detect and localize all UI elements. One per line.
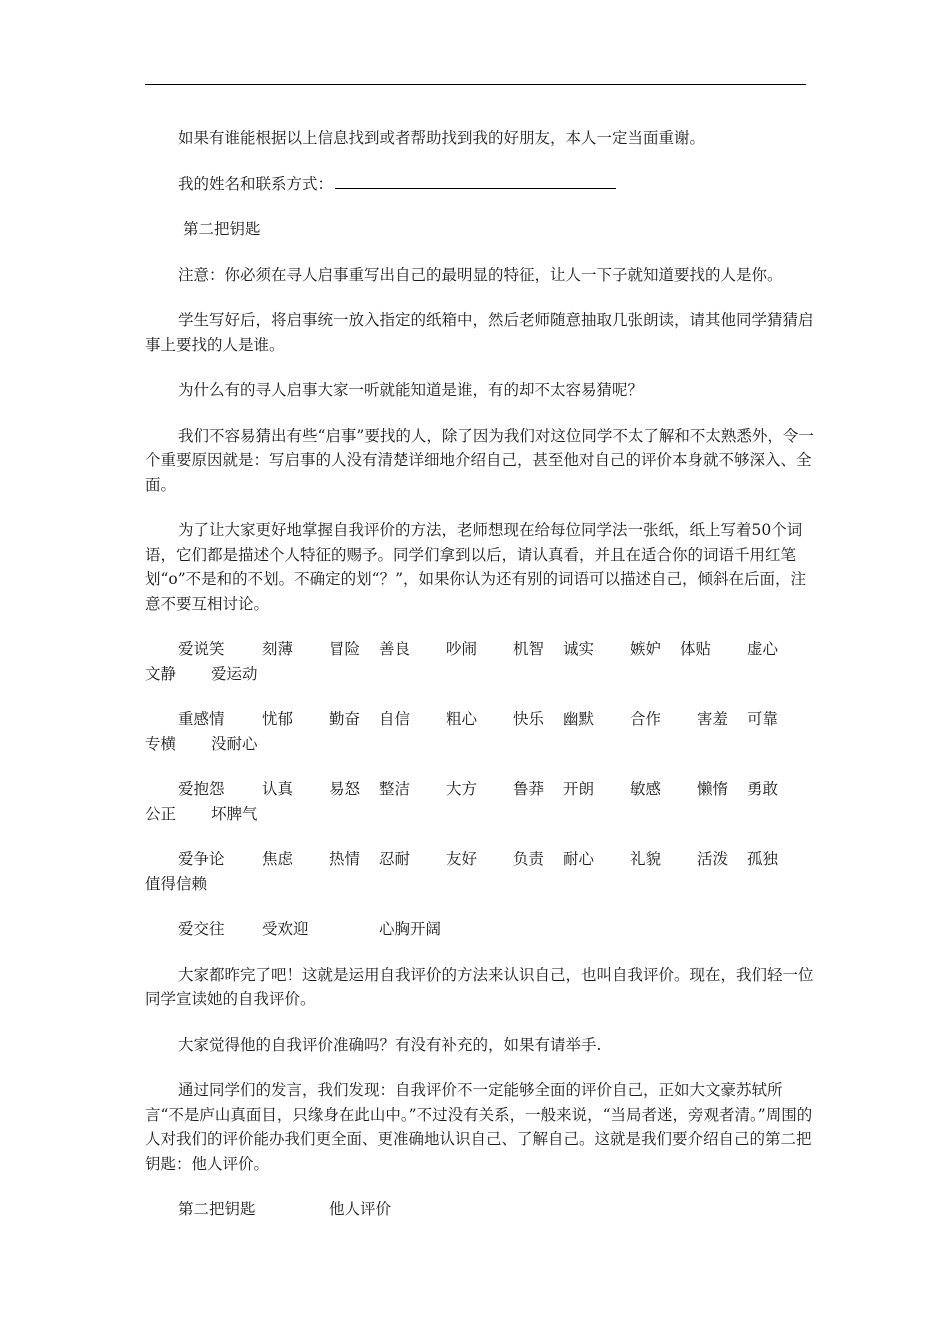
word-item: 受欢迎 <box>262 920 309 938</box>
word-item: 爱运动 <box>211 664 258 683</box>
word-item: 重感情 <box>178 710 225 728</box>
word-item: 爱交往 <box>178 920 225 938</box>
paragraph-students-write: 学生写好后，将启事统一放入指定的纸箱中，然后老师随意抽取几张朗读，请其他同学猜猜启事上要找的人是谁。 <box>145 311 814 354</box>
section-heading-other-evaluation <box>145 1197 820 1222</box>
contact-label: 我的姓名和联系方式： <box>178 174 334 193</box>
word-item: 幽默 <box>563 710 595 728</box>
word-item: 爱说笑 <box>178 640 225 658</box>
word-row-1 <box>145 637 820 686</box>
word-item: 专横 <box>145 734 177 753</box>
paragraph-others-view: 通过同学们的发言，我们发现：自我评价不一定能够全面的评价自己，正如大文豪苏轼所言“不是庐山真面目，只缘身在此山中。”不过没有关系，一般来说，“当局者迷，旁观者清。”周围的人对我们的评价能办我们更全面、更准确地认识自己、了解自己。这就是我们要介绍自己的第二把钥匙：他人评价。 <box>145 1081 813 1173</box>
word-item: 热情 <box>329 850 361 868</box>
heading-key-label: 第二把钥匙 <box>178 1200 256 1218</box>
word-item: 勤奋 <box>329 710 361 728</box>
word-item: 忧郁 <box>262 710 294 728</box>
word-item: 鲁莽 <box>513 780 545 798</box>
word-item: 体贴 <box>680 640 712 658</box>
word-item: 善良 <box>379 640 411 658</box>
word-item: 没耐心 <box>211 734 258 753</box>
word-item: 吵闹 <box>446 640 478 658</box>
word-item: 孤独 <box>747 850 779 868</box>
word-item: 焦虑 <box>262 850 294 868</box>
word-item: 大方 <box>446 780 478 798</box>
word-row-3 <box>145 777 820 826</box>
word-item: 认真 <box>262 780 294 798</box>
word-item: 快乐 <box>513 710 545 728</box>
paragraph-accurate: 大家觉得他的自我评价准确吗？有没有补充的，如果有请举手. <box>178 1035 602 1054</box>
word-item: 开朗 <box>563 780 595 798</box>
paragraph-finished: 大家都昨完了吧！这就是运用自我评价的方法来认识自己，也叫自我评价。现在，我们轻一位同学宣读她的自我评价。 <box>145 965 814 1008</box>
word-item: 冒险 <box>329 640 361 658</box>
contact-blank-line[interactable] <box>335 172 616 189</box>
word-item: 值得信赖 <box>145 874 208 893</box>
paragraph-contact <box>145 172 820 197</box>
word-item: 合作 <box>630 710 662 728</box>
word-item: 嫉妒 <box>630 640 662 658</box>
heading-evaluation-label: 他人评价 <box>329 1200 392 1218</box>
header-rule <box>145 84 806 85</box>
word-row-4 <box>145 847 820 896</box>
word-item: 整洁 <box>379 780 411 798</box>
word-item: 机智 <box>513 640 545 658</box>
word-item: 自信 <box>379 710 411 728</box>
word-item: 诚实 <box>563 640 595 658</box>
word-item: 负责 <box>513 850 545 868</box>
word-item: 勇敢 <box>747 780 779 798</box>
document-body <box>145 126 820 1243</box>
word-item: 刻薄 <box>262 640 294 658</box>
word-item: 敏感 <box>630 780 662 798</box>
word-item: 礼貌 <box>630 850 662 868</box>
word-item: 可靠 <box>747 710 779 728</box>
paragraph-thanks: 如果有谁能根据以上信息找到或者帮助找到我的好朋友，本人一定当面重谢。 <box>178 129 706 147</box>
word-item: 爱抱怨 <box>178 780 225 798</box>
word-item: 忍耐 <box>379 850 411 868</box>
paragraph-question: 为什么有的寻人启事大家一听就能知道是谁，有的却不太容易猜呢？ <box>178 381 644 399</box>
word-item: 懒惰 <box>697 780 729 798</box>
word-item: 易怒 <box>329 780 361 798</box>
word-item: 耐心 <box>563 850 595 868</box>
paragraph-reason: 我们不容易猜出有些“启事”要找的人，除了因为我们对这位同学不太了解和不太熟悉外，令一个重要原因就是：写启事的人没有清楚详细地介绍自己，甚至他对自己的评价本身就不够深入、全面。 <box>145 426 814 494</box>
word-item: 友好 <box>446 850 478 868</box>
word-item: 心胸开阔 <box>379 920 442 938</box>
word-item: 活泼 <box>697 850 729 868</box>
word-item: 粗心 <box>446 710 478 728</box>
word-item: 文静 <box>145 664 177 683</box>
word-item: 虚心 <box>747 640 779 658</box>
paragraph-note: 注意：你必须在寻人启事重写出自己的最明显的特征，让人一下子就知道要找的人是你。 <box>178 265 783 284</box>
paragraph-instructions: 为了让大家更好地掌握自我评价的方法，老师想现在给每位同学法一张纸，纸上写着50个词语，它们都是描述个人特征的赐予。同学们拿到以后，请认真看，并且在适合你的词语千用红笔划“o”不是和的不划。不确定的划“？”，如果你认为还有别的词语可以描述自己，倾斜在后面，注意不要互相讨论。 <box>145 521 807 613</box>
word-item: 爱争论 <box>178 850 225 868</box>
word-row-5 <box>145 917 820 942</box>
section-heading-second-key: 第二把钥匙 <box>183 220 261 238</box>
word-item: 公正 <box>145 804 177 823</box>
word-row-2 <box>145 707 820 756</box>
word-item: 坏脾气 <box>211 804 258 823</box>
word-item: 害羞 <box>697 710 729 728</box>
